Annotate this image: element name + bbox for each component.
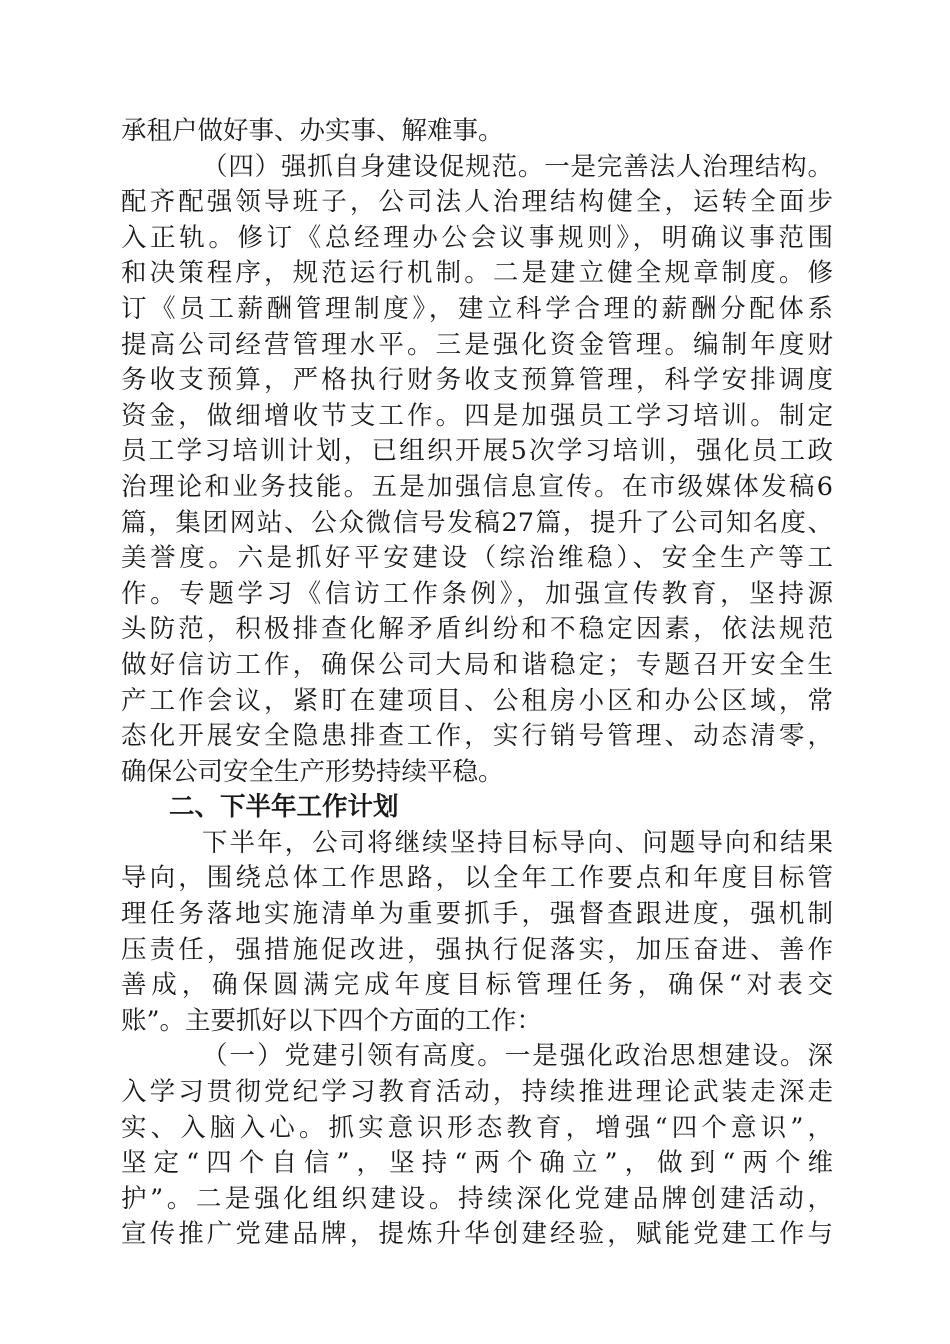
text-line: 护”。二是强化组织建设。持续深化党建品牌创建活动， (121, 1183, 833, 1214)
text-line: 篇，集团网站、公众微信号发稿27篇，提升了公司知名度、 (121, 507, 833, 538)
text-line: 入学习贯彻党纪学习教育活动，持续推进理论武装走深走 (121, 1077, 833, 1108)
text-line: 作。专题学习《信访工作条例》，加强宣传教育，坚持源 (121, 578, 833, 609)
text-line: 配齐配强领导班子，公司法人治理结构健全，运转全面步 (121, 187, 833, 218)
text-line: 员工学习培训计划，已组织开展5次学习培训，强化员工政 (121, 436, 833, 467)
text-line: 宣传推广党建品牌，提炼升华创建经验，赋能党建工作与 (121, 1219, 833, 1250)
text-line: 做好信访工作，确保公司大局和谐稳定；专题召开安全生 (121, 649, 833, 680)
section-heading-line: （一）党建引领有高度。一是强化政治思想建设。深 (202, 1041, 833, 1072)
text-line: 入正轨。修订《总经理办公会议事规则》，明确议事范围 (121, 222, 833, 253)
text-line: 和决策程序，规范运行机制。二是建立健全规章制度。修 (121, 258, 833, 289)
text-line: 实、入脑入心。抓实意识形态教育，增强“四个意识”， (121, 1112, 833, 1143)
text-line: 务收支预算，严格执行财务收支预算管理，科学安排调度 (121, 365, 833, 396)
text-line: 下半年，公司将继续坚持目标导向、问题导向和结果 (202, 827, 833, 858)
text-line: 导向，围绕总体工作思路，以全年工作要点和年度目标管 (121, 863, 833, 894)
text-line: 产工作会议，紧盯在建项目、公租房小区和办公区域，常 (121, 685, 833, 716)
text-line: 资金，做细增收节支工作。四是加强员工学习培训。制定 (121, 400, 833, 431)
text-line: 订《员工薪酬管理制度》，建立科学合理的薪酬分配体系 (121, 293, 833, 324)
text-line: 承租户做好事、办实事、解难事。 (121, 116, 504, 146)
document-body (121, 114, 833, 1253)
text-line: 压责任，强措施促改进，强执行促落实，加压奋进、善作 (121, 934, 833, 965)
text-line: 治理论和业务技能。五是加强信息宣传。在市级媒体发稿6 (121, 471, 833, 502)
text-line: 态化开展安全隐患排查工作，实行销号管理、动态清零， (121, 721, 833, 752)
text-line: 善成，确保圆满完成年度目标管理任务，确保“对表交 (121, 970, 833, 1001)
text-line: 美誉度。六是抓好平安建设（综治维稳）、安全生产等工 (121, 543, 833, 574)
part-heading: 二、下半年工作计划 (169, 792, 399, 823)
text-line: 理任务落地实施清单为重要抓手，强督查跟进度，强机制 (121, 899, 833, 930)
text-line: 头防范，积极排查化解矛盾纠纷和不稳定因素，依法规范 (121, 614, 833, 645)
section-heading-line: （四）强抓自身建设促规范。一是完善法人治理结构。 (202, 151, 833, 182)
text-line: 坚定“四个自信”，坚持“两个确立”，做到“两个维 (121, 1148, 833, 1179)
text-line: 提高公司经营管理水平。三是强化资金管理。编制年度财 (121, 329, 833, 360)
text-line: 确保公司安全生产形势持续平稳。 (121, 756, 504, 787)
text-line: 账”。主要抓好以下四个方面的工作： (121, 1005, 543, 1036)
